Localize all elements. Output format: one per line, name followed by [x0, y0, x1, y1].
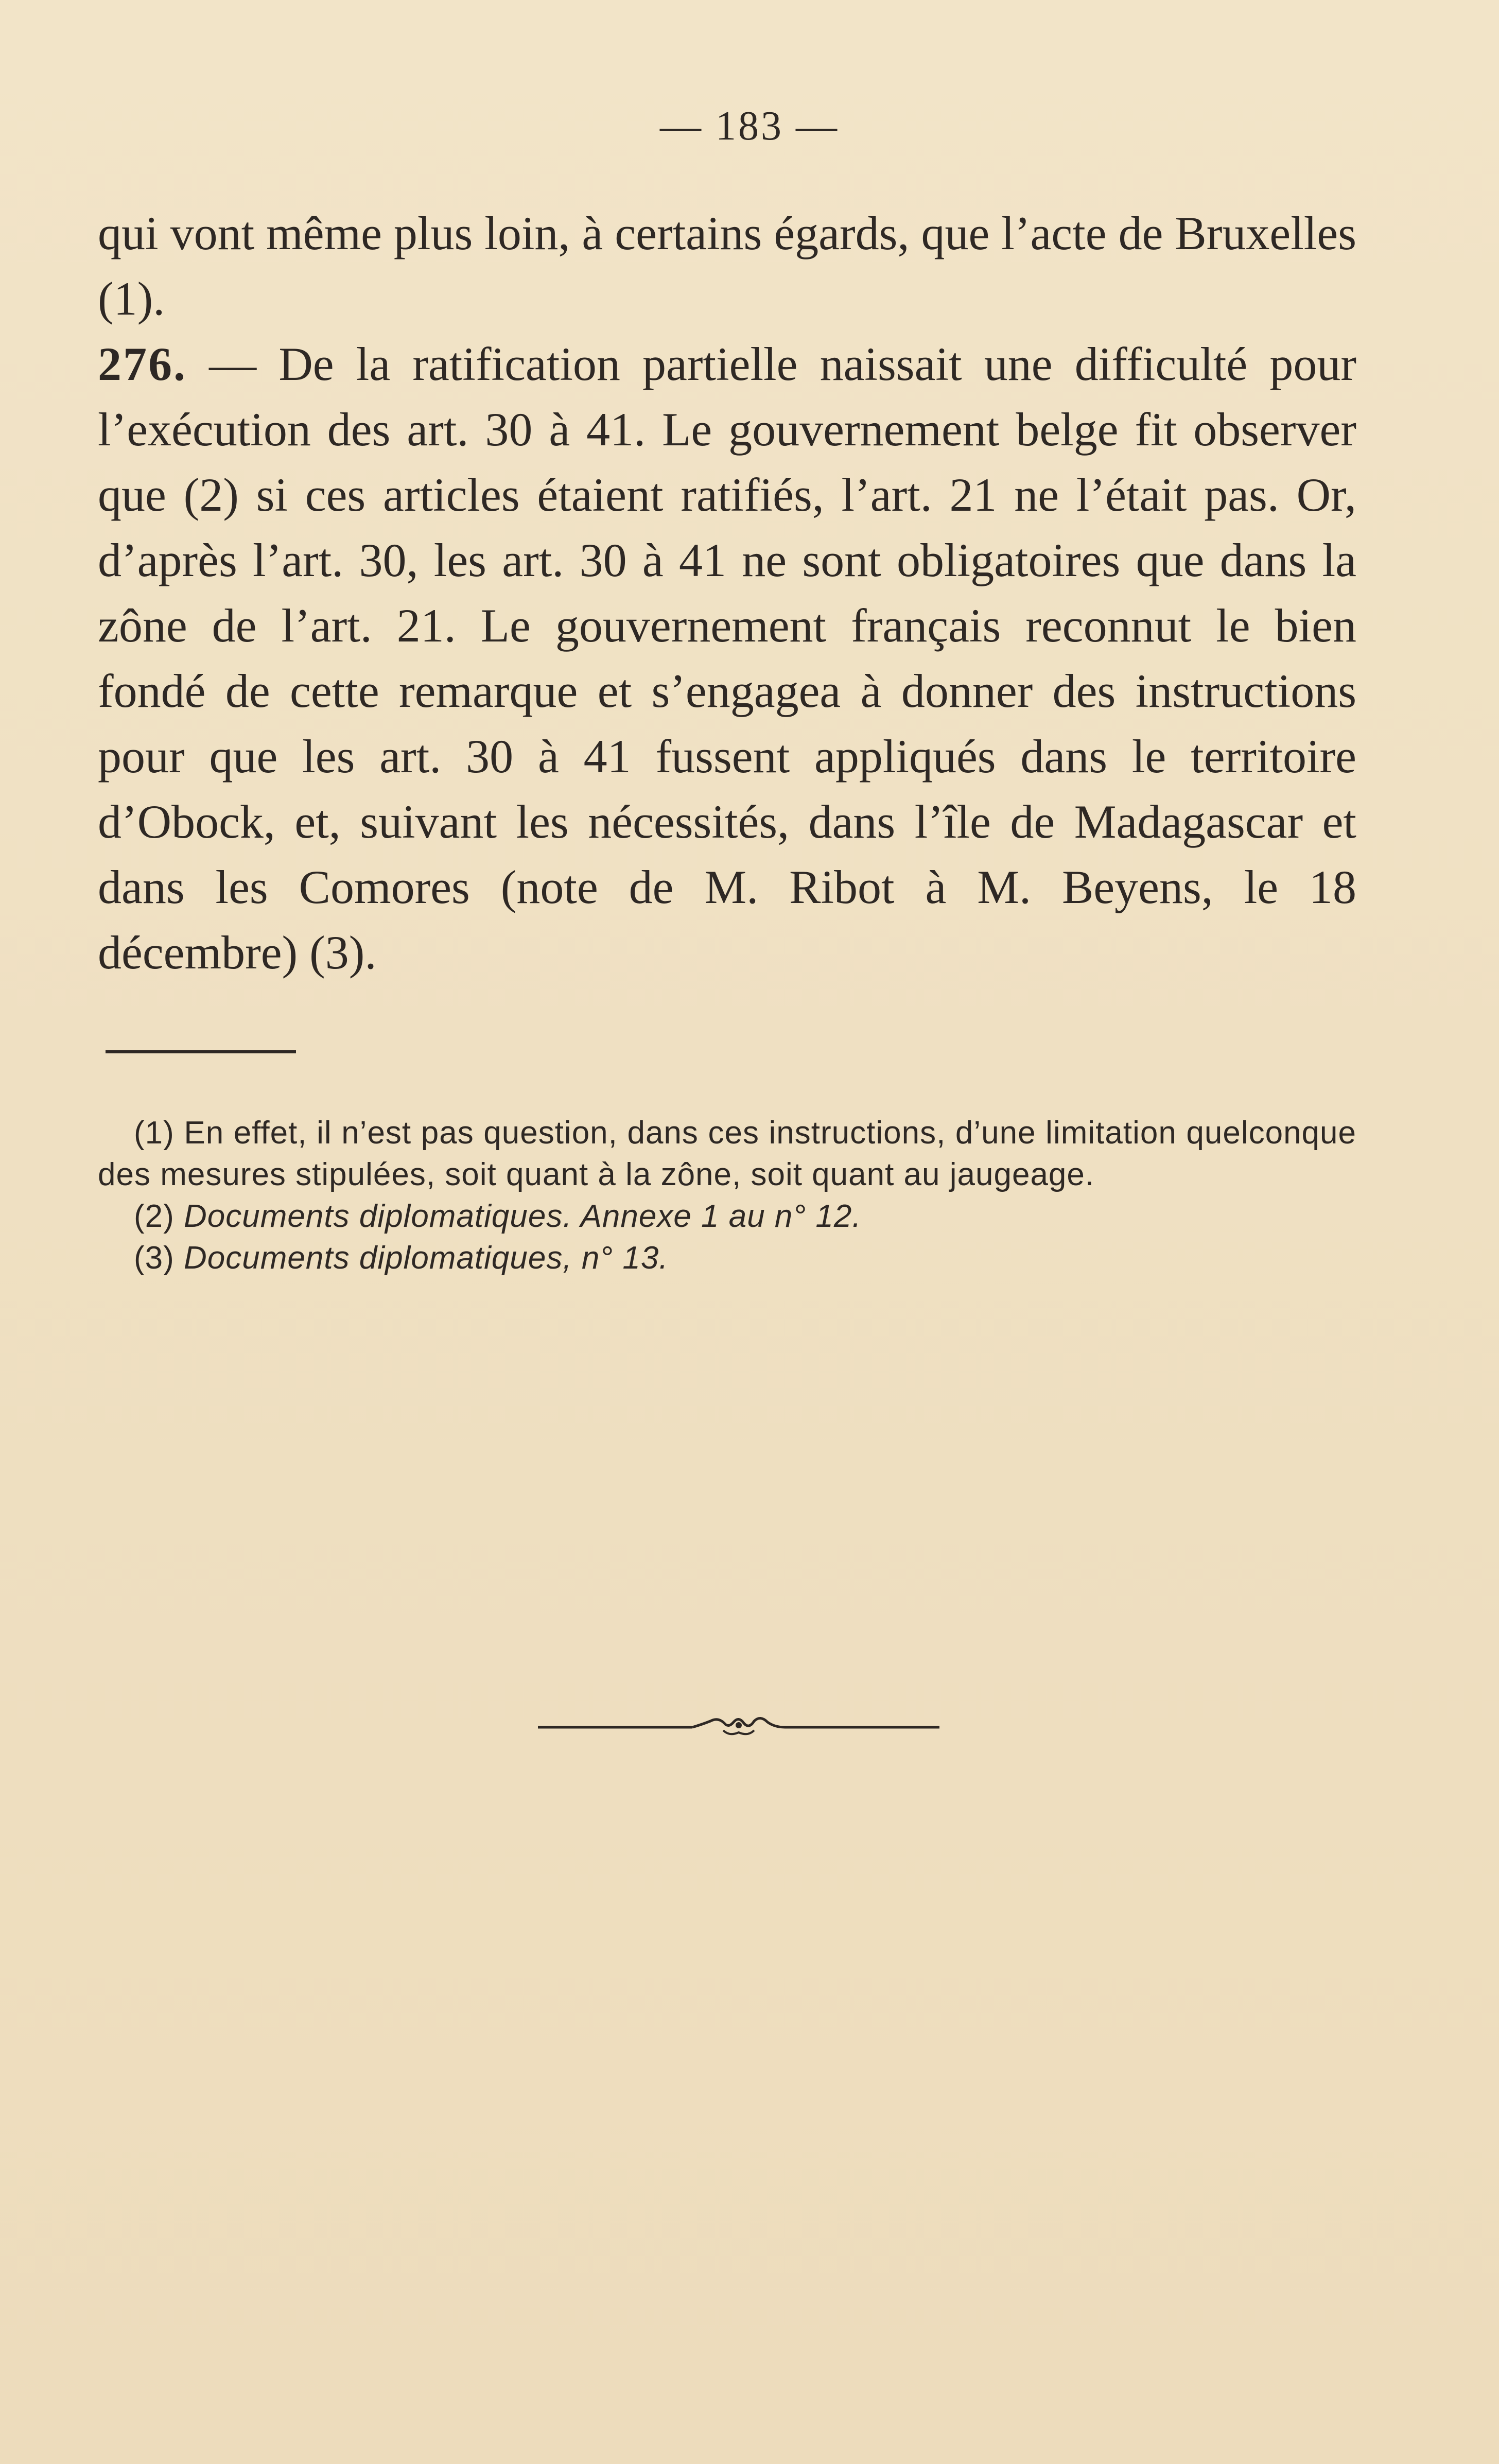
footnote-1 [98, 1112, 1356, 1195]
paragraph-276 [98, 332, 1356, 985]
paragraph-continuation: qui vont même plus loin, à certains égards, que l’acte de Bruxelles (1). [98, 207, 1356, 325]
footnote-separator [106, 1050, 296, 1053]
page-number: — 183 — [660, 103, 839, 149]
main-text [98, 201, 1356, 985]
footnote-3-marker: (3) [134, 1240, 175, 1276]
paragraph-276-text: — De la ratification partielle naissait une difficulté pour l’exécution des art. 30 à 41. Le gouvernement belge fit observer que (2) si ces articles étaient ratifiés, l’art. 21 ne l’était pas. Or, d’après l’art. 30, les art. 30 à 41 ne sont obligatoires que dans la zône de l’art. 21. Le gouvernement français reconnut le bien fondé de cette remarque et s’engagea à donner des instructions pour que les art. 30 à 41 fussent appliqués dans le territoire d’Obock, et, suivant les nécessités, dans l’île de Madagascar et dans les Comores (note de M. Ribot à M. Beyens, le 18 décembre) (3). [98, 338, 1357, 979]
footnotes [98, 1112, 1356, 1279]
footnote-2 [98, 1195, 1356, 1237]
footnote-1-marker: (1) [134, 1115, 175, 1151]
footnote-3-text: Documents diplomatiques, n° 13. [184, 1240, 669, 1276]
fleuron-ornament-icon [538, 1712, 939, 1743]
footnote-1-text: En effet, il n’est pas question, dans ces instructions, d’une limitation quelconque des mesures stipulées, soit quant à la zône, soit quant au jaugeage. [98, 1115, 1356, 1192]
footnote-2-text: Documents diplomatiques. Annexe 1 au n° 12. [184, 1199, 862, 1234]
section-number: 276. [98, 338, 187, 390]
footnote-3 [98, 1237, 1356, 1279]
footnote-2-marker: (2) [134, 1199, 175, 1234]
